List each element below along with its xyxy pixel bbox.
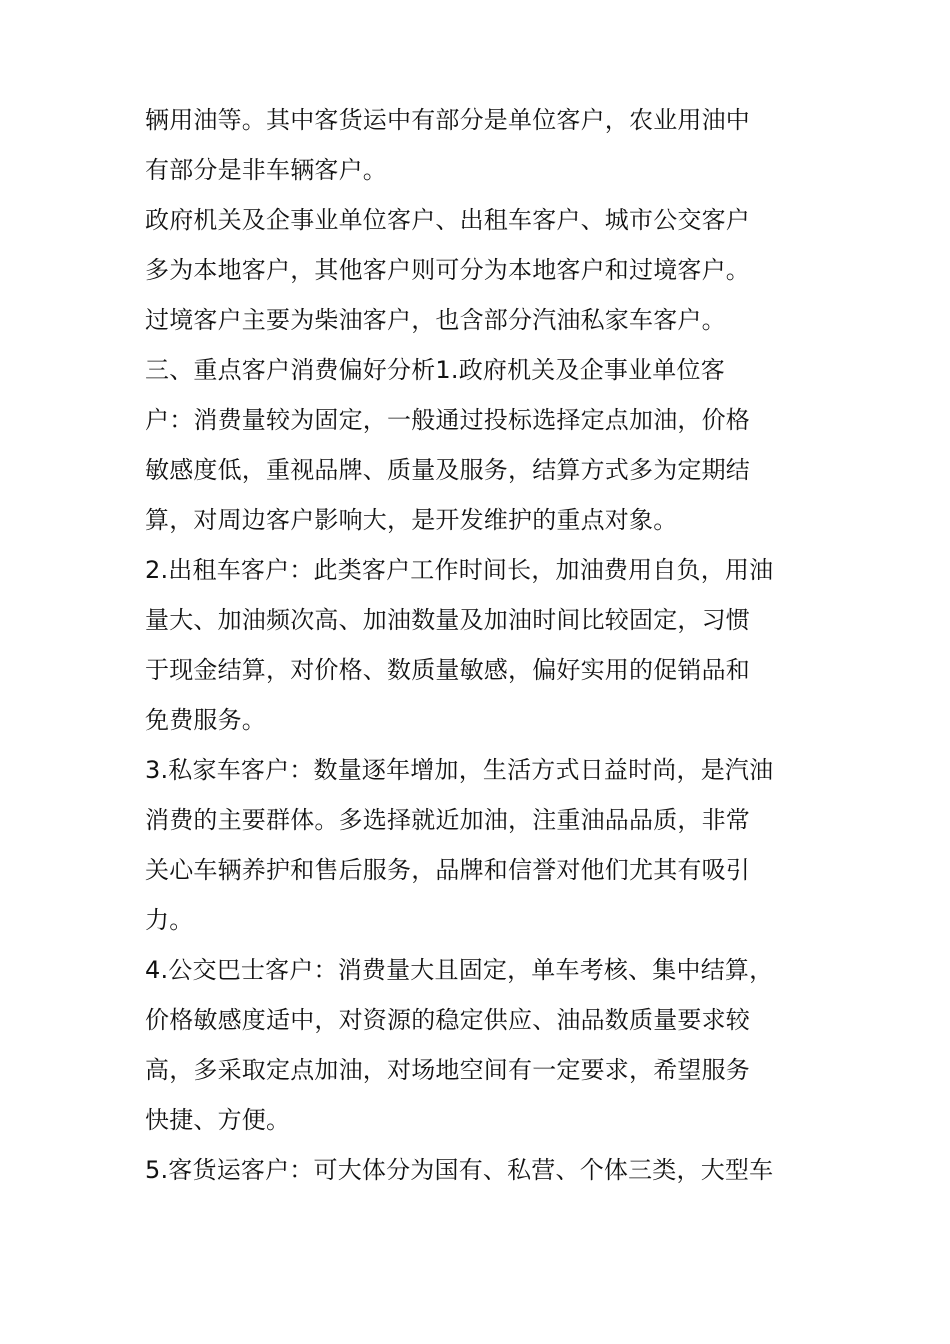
text-line: 政府机关及企事业单位客户、出租车客户、城市公交客户 <box>145 206 750 234</box>
text-line: 有部分是非车辆客户。 <box>145 156 387 184</box>
text-line: 关心车辆养护和售后服务，品牌和信誉对他们尤其有吸引 <box>145 856 750 884</box>
text-line: 辆用油等。其中客货运中有部分是单位客户，农业用油中 <box>145 106 750 134</box>
text-line: 高，多采取定点加油，对场地空间有一定要求，希望服务 <box>145 1056 750 1084</box>
text-line: 敏感度低，重视品牌、质量及服务，结算方式多为定期结 <box>145 456 750 484</box>
text-line: 价格敏感度适中，对资源的稳定供应、油品数质量要求较 <box>145 1006 750 1034</box>
text-line: 5.客货运客户：可大体分为国有、私营、个体三类，大型车 <box>145 1156 774 1184</box>
text-line: 快捷、方便。 <box>145 1106 291 1134</box>
text-line: 过境客户主要为柴油客户，也含部分汽油私家车客户。 <box>145 306 726 334</box>
document-body <box>145 95 825 1195</box>
text-line: 多为本地客户，其他客户则可分为本地客户和过境客户。 <box>145 256 750 284</box>
text-line: 三、重点客户消费偏好分析1.政府机关及企事业单位客 <box>145 356 725 384</box>
text-line: 2.出租车客户：此类客户工作时间长，加油费用自负，用油 <box>145 556 774 584</box>
text-line: 户：消费量较为固定，一般通过投标选择定点加油，价格 <box>145 406 750 434</box>
text-line: 量大、加油频次高、加油数量及加油时间比较固定，习惯 <box>145 606 750 634</box>
text-line: 消费的主要群体。多选择就近加油，注重油品品质，非常 <box>145 806 750 834</box>
text-line: 力。 <box>145 906 194 934</box>
text-line: 4.公交巴士客户：消费量大且固定，单车考核、集中结算， <box>145 956 774 984</box>
text-line: 免费服务。 <box>145 706 266 734</box>
text-line: 算，对周边客户影响大，是开发维护的重点对象。 <box>145 506 678 534</box>
text-line: 于现金结算，对价格、数质量敏感，偏好实用的促销品和 <box>145 656 750 684</box>
text-line: 3.私家车客户：数量逐年增加，生活方式日益时尚，是汽油 <box>145 756 774 784</box>
